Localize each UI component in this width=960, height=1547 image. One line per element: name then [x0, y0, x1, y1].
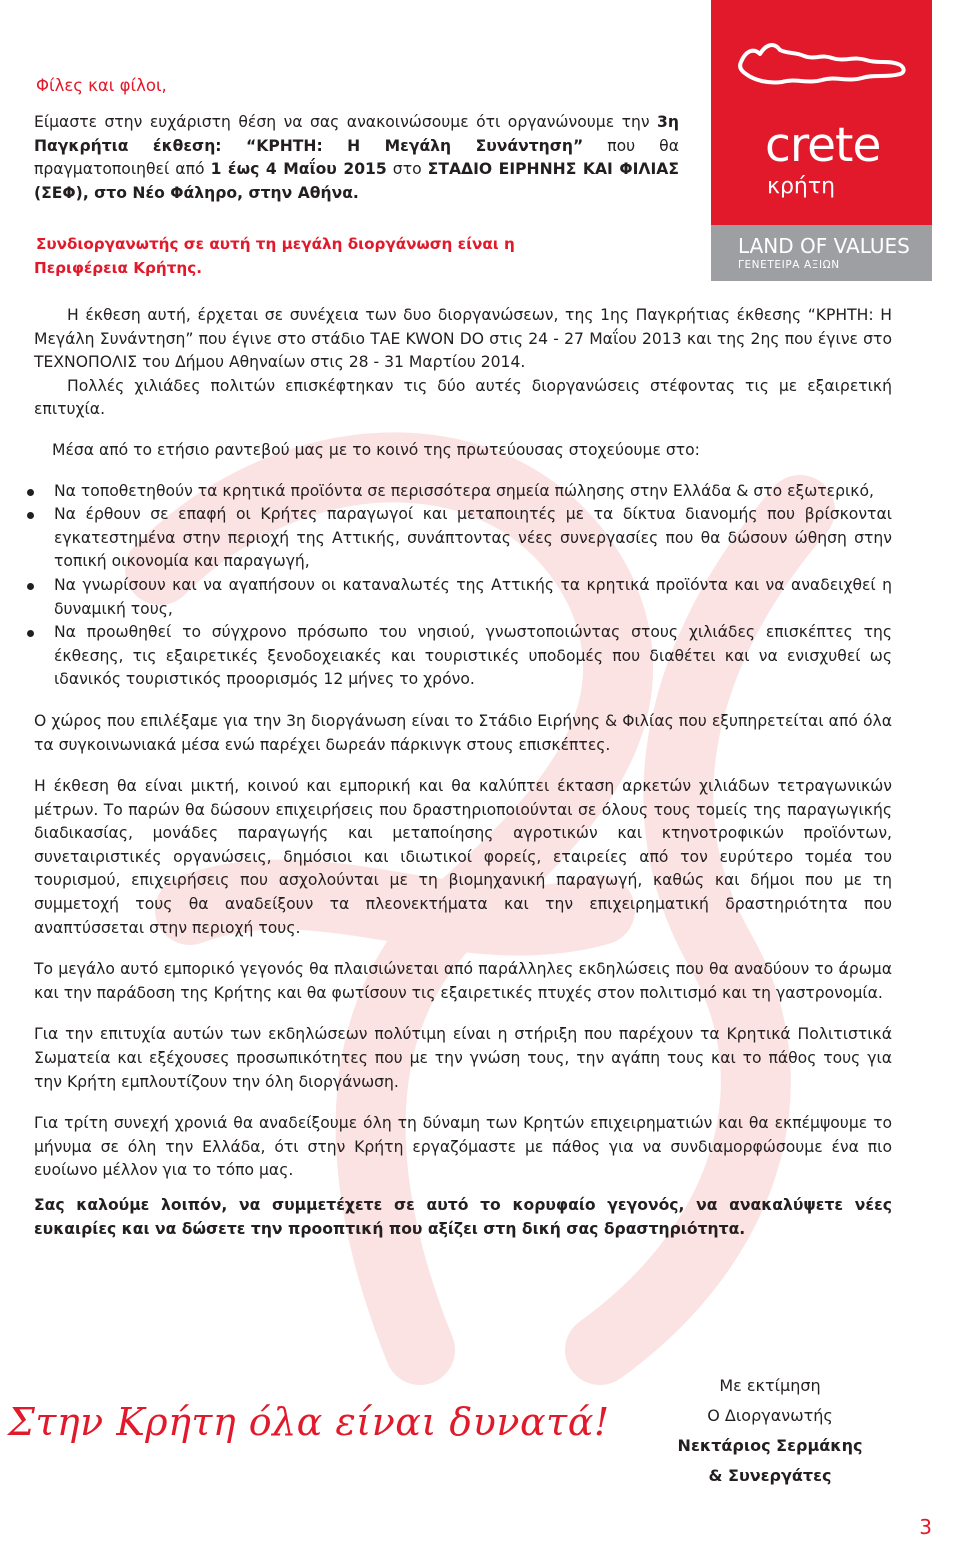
goal-item: Να προωθηθεί το σύγχρονο πρόσωπο του νησιού, γνωστοποιώντας στους χιλιάδες επισκέπτες της έκθεσης, τις εξαιρετικές ξενοδοχειακές και τουριστικές υποδομές που διαθέτει και να ενισχυθεί ως ιδανικός τουριστικός προορισμός 12 μήνες το χρόνο. [34, 621, 892, 692]
crete-land-of-values-logo [711, 0, 932, 281]
page-number: 3 [919, 1515, 932, 1539]
paragraph-events: Το μεγάλο αυτό εμπορικό γεγονός θα πλαισιώνεται από παράλληλες εκδηλώσεις που θα αναδύουν το άρωμα και την παράδοση της Κρήτης και θα φωτίσουν τις εξαιρετικές πτυχές στον πολιτισμό και τη γαστρονομία. [34, 960, 892, 1002]
logo-brand: crete [765, 118, 881, 173]
paragraph-exhibitors: Η έκθεση θα είναι μικτή, κοινού και εμπορική και θα καλύπτει έκταση αρκετών χιλιάδων τετραγωνικών μέτρων. Το παρών θα δώσουν επιχειρήσεις που δραστηριοποιούνται σε όλους τους τομείς της παραγωγικής διαδικασίας, μονάδες παραγωγής και μεταποίησης αγροτικών και κτηνοτροφικών προϊόντων, συνεταιριστικές οργανώσεις, δημόσιοι και ιδιωτικοί φορείς, εταιρείες από τον ευρύτερο τομέα του τουρισμού, επιχειρήσεις που ασχολούνται με τη βιομηχανική παραγωγή, καθώς και δήμοι που με τη συμμετοχή τους θα αναδείξουν τα πλεονεκτήματα και την επιχειρηματική δραστηριότητα που αναπτύσσεται στην περιοχή τους. [34, 777, 892, 937]
intro-venue: ΣΤΑΔΙΟ ΕΙΡΗΝΗΣ ΚΑΙ ΦΙΛΙΑΣ (ΣΕΦ), στο Νέο Φάληρο, στην Αθήνα. [34, 160, 679, 202]
logo-tagline-greek: ΓΕΝΕΤΕΙΡΑ ΑΞΙΩΝ [738, 259, 840, 271]
intro-text-3: στο [386, 160, 428, 179]
intro-exhibition-title: 3η Παγκρήτια έκθεση: “ΚΡΗΤΗ: Η Μεγάλη Συνάντηση” [34, 113, 679, 155]
paragraph-support: Για την επιτυχία αυτών των εκδηλώσεων πολύτιμη είναι η στήριξη που παρέχουν τα Κρητικά Πολιτιστικά Σωματεία και εξέχουσες προσωπικότητες που με την γνώση τους, την αγάπη τους και το πάθος τους για την Κρήτη εμπλουτίζουν την όλη διοργάνωση. [34, 1025, 892, 1091]
co-organizer-line1: Συνδιοργανωτής σε αυτή τη μεγάλη διοργάνωση είναι η [36, 235, 515, 253]
signature-partners: & Συνεργάτες [708, 1466, 832, 1485]
paragraph-previous-exhibitions: Η έκθεση αυτή, έρχεται σε συνέχεια των δυο διοργανώσεων, της 1ης Παγκρήτιας έκθεσης “ΚΡΗΤΗ: Η Μεγάλη Συνάντηση” που έγινε στο στάδιο ΤΑΕ KWON DO στις 24 - 27 Μαΐου 2013 και της 2ης που έγινε στο ΤΕΧΝΟΠΟΛΙΣ του Δήμου Αθηναίων στις 28 - 31 Μαρτίου 2014. [34, 306, 892, 372]
goals-list [34, 480, 892, 692]
letter-body [34, 304, 892, 1241]
goal-item: Να γνωρίσουν και να αγαπήσουν οι καταναλωτές της Αττικής τα κρητικά προϊόντα και να αναδειχθεί η δυναμική τους, [34, 574, 892, 621]
logo-tagline: LAND OF VALUES [738, 234, 910, 258]
goal-item: Να τοποθετηθούν τα κρητικά προϊόντα σε περισσότερα σημεία πώλησης στην Ελλάδα & στο εξωτερικό, [34, 480, 892, 504]
crete-island-outline-icon [736, 30, 911, 90]
co-organizer-note [34, 232, 634, 280]
greeting: Φίλες και φίλοι, [36, 76, 167, 95]
paragraph-goals-intro: Μέσα από το ετήσιο ραντεβού μας με το κοινό της πρωτεύουσας στοχεύουμε στο: [52, 440, 700, 459]
signature-name: Νεκτάριος Σερμάκης [677, 1436, 863, 1455]
intro-text [34, 111, 679, 205]
signature-regards: Με εκτίμηση [719, 1376, 821, 1395]
closing-invitation: Σας καλούμε λοιπόν, να συμμετέχετε σε αυτό το κορυφαίο γεγονός, να ανακαλύψετε νέες ευκαιρίες και να δώσετε την προοπτική που αξίζει στη δική σας δραστηριότητα. [34, 1196, 892, 1238]
signature-block [650, 1371, 890, 1491]
intro-text-2: που θα πραγματοποιηθεί από [34, 136, 679, 179]
intro-dates: 1 έως 4 Μαΐου 2015 [210, 160, 387, 179]
intro-paragraph [34, 111, 679, 205]
intro-text-1: Είμαστε στην ευχάριστη θέση να σας ανακοινώσουμε ότι οργανώνουμε την [34, 113, 658, 131]
paragraph-venue: Ο χώρος που επιλέξαμε για την 3η διοργάνωση είναι το Στάδιο Ειρήνης & Φιλίας που εξυπηρετείται από όλα τα συγκοινωνιακά μέσα ενώ παρέχει δωρεάν πάρκινγκ στους επισκέπτες. [34, 711, 892, 754]
paragraph-visitors: Πολλές χιλιάδες πολιτών επισκέφτηκαν τις δύο αυτές διοργανώσεις στέφοντας τις με εξαιρετική επιτυχία. [34, 376, 892, 419]
signature-role: Ο Διοργανωτής [707, 1406, 833, 1425]
goal-item: Να έρθουν σε επαφή οι Κρήτες παραγωγοί και μεταποιητές με τα δίκτυα διανομής που βρίσκονται εγκατεστημένα στην περιοχή της Αττικής, συνάπτοντας νέες συνεργασίες που θα δώσουν ώθηση στην τοπική οικονομία και παραγωγή, [34, 503, 892, 574]
co-organizer-line2: Περιφέρεια Κρήτης. [34, 259, 202, 277]
slogan: Στην Κρήτη όλα είναι δυνατά! [8, 1400, 610, 1444]
paragraph-third-year: Για τρίτη συνεχή χρονιά θα αναδείξουμε όλη τη δύναμη των Κρητών επιχειρηματιών και θα εκπέμψουμε το μήνυμα σε όλη την Ελλάδα, ότι στην Κρήτη εργαζόμαστε με πάθος για να συνδιαμορφώσουμε ένα πιο ευοίωνο μέλλον για το τόπο μας. [34, 1114, 892, 1180]
logo-brand-greek: κρήτη [767, 174, 836, 199]
